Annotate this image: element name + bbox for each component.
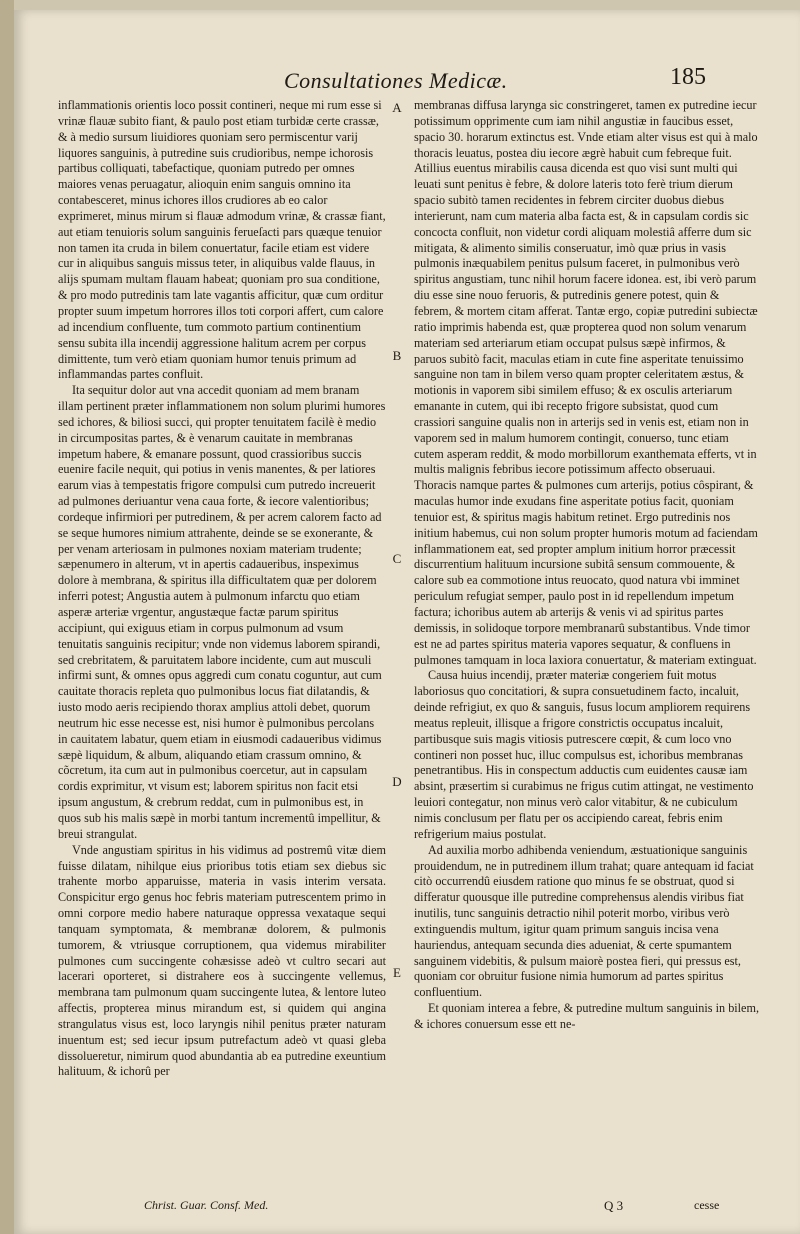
paragraph: Causa huius incendij, præter materiæ congeriem fuit motus laboriosus quo concitatiori, & supra consuetudinem facto, incaluit, deinde refrigiut, ex quo & sanguis, fusus locum ampliorem requirens meatus repleuit, illisque a frigore constrictis occupatus incaluit, partibusque suis magis vitiosis putrescere cœpit, & cum loco vno contineri non posset huc, illuc compulsus est, ichoribus membranas penetrantibus. His in conspectum adductis cum euidentes causæ iam absint, præsertim si curabimus ne frigus cutim attingat, ne vestimento leuiori contegatur, non minus verò calor vitabitur, & ne cubiculum nimis conclusum per flatu per os accipiendo careat, febris enim refrigerium maius postulat.: [414, 668, 754, 841]
paragraph: Et quoniam interea a febre, & putredine multum sanguinis in bilem, & ichores conuersum esse ett ne-: [414, 1001, 759, 1031]
paragraph: inflammationis orientis loco possit contineri, neque mi rum esse si vrinæ flauæ subito fiant, & paulo post etiam turbidæ certe crassæ, & à medio sursum liuidiores quoniam sero permiscentur varij liquores sanguinis, à putredine suis crudioribus, nempe ichorosis partibus colliquati, tabefactique, quoniam putredo per omnes maiores venas peruagatur, alioquin enim sanguis omnino ita contabesceret, minus ichores illos crudiores ab eo calor exprimeret, minus mirum si flauæ admodum vrinæ, & crassæ fiant, aut etiam tenuioris solum sanguinis ferueſacti pars quæque tenuior non tamen ita cruda in bilem conuertatur, facile etiam est videre cur in aliquibus sanguis missus teter, in aliquibus valde flauus, in alijs spumam multam flauam habeat; quoniam pro sua conditione, & pro modo putredinis tam late vagantis afficitur, quæ cum orditur propter suum impetum horrores illos toti corpori affert, cum calore ad incendium confluente, tum commoto partium continentium sensu subita illa incendij aggressione halitum acrem per corpus dimittente, tum verò etiam quoniam humor tenuis primum ad inflammandas partes confluit.: [58, 98, 386, 382]
page-footer: [14, 1198, 800, 1222]
signature-mark: Q 3: [604, 1198, 624, 1213]
margin-marker: A: [392, 100, 402, 115]
running-header-title: Consultationes Medicæ.: [284, 68, 508, 93]
binding-edge: [0, 0, 14, 1234]
paragraph: Vnde angustiam spiritus in his vidimus ad postremû vitæ diem fuisse dilatam, nihilque eius prioribus totis etiam sex diebus sic trahente morbo apparuisse, materia in vasis interim versata. Conspicitur ergo genus hoc febris materiam putrescentem primo in omni corpore medio habere naturaque oppressa vexataque sequi tanquam symptomata, & membranæ dolorem, & pulmonis tumorem, & vtriusque corruptionem, qua videmus mirabiliter pulmones cum succingente cohæsisse adeò vt cultro secari aut lacerari oporteret, si distrahere eos à succingente vellemus, membrana tam pulmonum quam succingente lutea, & lentore luteo affectis, propterea minus mirandum est, si quidem qui angina strangulatus visus est, loco laryngis nihil penitus præter naturam inuentum est; sed iecur ipsum putrefactum adeò vt quasi gleba dissolueretur, nimirum quod abundantia ab ea putredine exeuntium halituum, & ichorû per: [58, 842, 386, 1079]
footer-running-title: Christ. Guar. Consf. Med.: [144, 1198, 269, 1212]
left-column: [58, 98, 386, 1080]
paragraph: membranas diffusa larynga sic constringeret, tamen ex putredine iecur potissimum opprimente cum iam nihil angustiæ in faucibus esset, spacio 30. horarum extinctus est. Vnde etiam alter visus est qui à malo thoracis leuatus, postea diu iecore ægrè habuit cum febreque fuit. Atillius euentus mirabilis causa dicenda est quo visi sunt multi qui leuati sunt penitus è febre, & dolore lateris toto ferè trium dierum spacio subitò tamen recidentes in febrem circiter duobus diebus interierunt, nam cum materia alba facta est, & in capsulam cordis sic concocta confluit, non videtur cordi aliquam molestiâ afferre dum sic mitigata, & alimento similis conseruatur, imò quæ prius in vasis pulmonis inæquabilem penitus pulsum faceret, in pulmonibus verò spiritus angustiam, tunc nihil horum facere idonea. est, ibi verò parum diu esse sine nouo feruoris, & putredinis genere potest, quin & febrem, & mortem citam afferat. Tantæ ergo, copiæ putredini subiectæ ratio imprimis habenda est, quæ propterea quod non solum venarum materiam sed arteriarum etiam occupat pulsus sæpè infirmos, & paruos subitò facit, maculas etiam in cute fine asperitate tenuissimo sanguine non tam in bilem verso quam propter celeritatem æstus, & motionis in vaporem sibi similem effuso; & ex osculis arteriarum emanante in cutem, qui ibi recepto frigore subsistat, quod cum crassiori sanguine qualis non in arterijs sed in venis est, etiam non in vaporem sed in malum humorem contingit, conuerso, tunc etiam cutem asperam reddit, & modo morbillorum exanthemata efferts, vt in multis malignis febribus iecore potissimum affecto obseruaui. Thoracis namque partes & pulmones cum arterijs, potius côspirant, & maculas humor inde exudans fine asperitate potius facit, quoniam tenuior est, & spiritus magis habitum retinet. Ergo putredinis nos initium habemus, cui non solum propter humoris motum ad faciendam inflammationem eat, sed propter amplum initium horror præcessit discurrentium halituum incursione subitâ sensum commouente, & calore sub ea commotione intus reuocato, quod natura vbi imminet periculum refugiat semper, paulo post in id repellendum impetum factura; ichoribus autem ab arterijs & venis vi ad spiritus partes demissis, in solidoque torpore membranarû substantibus. Vnde timor est ne ad partes spiritus materia vapores sequatur, & confluens in pulmones tamquam in loca laxiora conuertatur, & materiam extinguat.: [414, 98, 758, 667]
margin-marker: D: [392, 774, 402, 789]
paragraph: Ad auxilia morbo adhibenda veniendum, æstuationique sanguinis prouidendum, ne in putredinem illum trahat; quare antequam id faciat citò occurrendû eiusdem ratione quo minus fe se obstruat, quod si differatur quousque ille putredine comprehensus alendis viribus fiat inutilis, tunc sanguinis detractio nihil poterit morbo, viribus verò extinguendis multum, igitur quam primum sanguis incisa vena hauriendus, antequam secunda dies adueniat, & certe spumantem sanguinem videbitis, & pulsum maiorè postea fieri, qui pressus est, quoniam cor obruitur fusione nimia humorum ad partes spiritus confluentium.: [414, 842, 754, 1000]
book-page: [14, 10, 800, 1234]
margin-marker: C: [392, 551, 402, 566]
margin-marker: B: [392, 348, 402, 363]
catchword: cesse: [694, 1198, 720, 1212]
right-column: [414, 98, 759, 1033]
margin-marker: E: [393, 965, 401, 980]
paragraph: Ita sequitur dolor aut vna accedit quoniam ad mem branam illam pertinent præter inflammationem non solum plurimi humores sed ichores, & biliosi succi, qui propter tenuitatem facilè è medio in circumpositas partes, & è venarum cauitate in membranas impetum habere, & emanare possunt, quod crassioribus succis euenire facile nequit, qui potius in venis manentes, & per latiores earum vias à tempestatis frigore compulsi cum putredo increuerit ad pulmones deriuantur vena caua forte, & iecore valentioribus; cordeque infirmiori per putredinem, & per acrem calorem facto ad se seque humores nimium attrahente, deinde se se exonerante, & per venam arteriosam in pulmones noxiam materiam trudente; sæpenumero in alterum, vt in apertis cadaueribus, inspeximus dolore à membrana, & spiritus illa difficultatem quæ per dolorem inferri potest; Angustia autem à pulmonum infarctu quo etiam asperæ arteriæ vrgentur, angustæque factæ parum spiritus accipiunt, qui exiguus etiam in corpus pulmonum ad vsum tenuitatis sanguinis recipitur; vnde non videmus laborem spirandi, sed crebritatem, & paruitatem labore incidente, cum aut musculi infirmi sunt, & omnes opus aggredi cum conatu coguntur, aut cum cauitate thoracis repleta quo pulmonibus locus fiat dilatandis, & iusto modo aeris recipiendo thorax amplius attoli debet, quorum neutrum hic esse necesse est, nisi humor è pulmonibus percolans in cauitatem labatur, quem etiam in eiusmodi cadaueribus vidimus sæpè liquidum, & album, aliquando etiam crassum omnino, & cõcretum, ita cum aut in pulmonibus coercetur, aut in capsulam cordis exprimitur, vt visum est; laborem spiritus non facit etsi ipsum angustum, & crebrum reddat, cum in pulmonibus est, in quos sub his malis sæpè in morbi tantum incrementû impellitur, & breui strangulat.: [58, 383, 386, 841]
page-header: [14, 62, 800, 102]
page-number: 185: [670, 64, 706, 90]
